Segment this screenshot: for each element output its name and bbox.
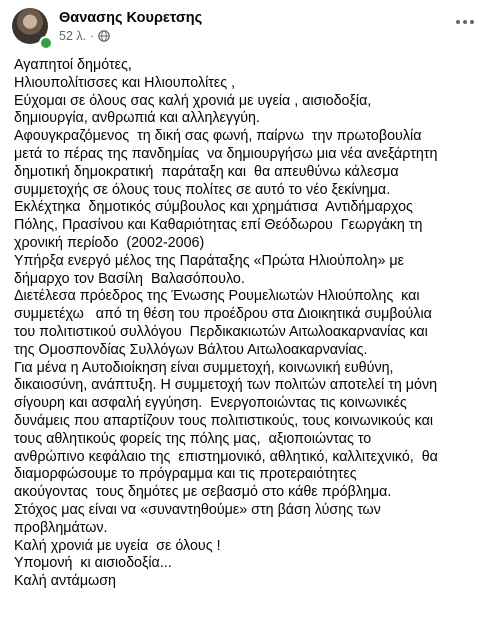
- post-text-line: συμμετέχω από τη θέση του προέδρου στα Διοικητικά συμβούλια: [14, 306, 432, 323]
- post-meta: [59, 29, 110, 43]
- post-text-line: Καλή αντάμωση: [14, 573, 116, 590]
- post-text-line: τους αθλητικούς φορείς της πόλης μας, αξιοποιώντας το: [14, 430, 372, 447]
- post-text-line: δήμαρχο τον Βασίλη Βαλασόπουλο.: [14, 270, 245, 287]
- post-text-line: Στόχος μας είναι να «συναντηθούμε» στη βάση λύσης των: [14, 501, 381, 518]
- post-text-line: Υπομονή κι αισιοδοξία...: [14, 555, 172, 572]
- post-text-line: ανθρώπινο κεφάλαιο της επιστημονικό, αθλητικό, καλλιτεχνικό, θα: [14, 448, 438, 465]
- post-text-line: Ηλιουπολίτισσες και Ηλιουπολίτες ,: [14, 74, 236, 91]
- globe-icon: [98, 30, 110, 42]
- meta-separator: ·: [90, 29, 95, 43]
- post-text-line: Υπήρξα ενεργό μέλος της Παράταξης «Πρώτα Ηλιούπολη» με: [14, 252, 405, 269]
- post-text-line: συμμετοχής σε όλους τους πολίτες σε αυτό το νέο ξεκίνημα.: [14, 181, 391, 198]
- post-text-line: χρονική περίοδο (2002-2006): [14, 234, 205, 251]
- post-text-line: Πόλης, Πρασίνου και Καθαριότητας επί Θεόδωρου Γεωργάκη τη: [14, 217, 423, 234]
- online-status-dot: [39, 36, 53, 50]
- post-text-line: του πολιτιστικού συλλόγου Περδικακιωτών Αιτωλοακαρνανίας και: [14, 323, 428, 340]
- post-body: [14, 57, 484, 591]
- post-text-line: δυνάμεις που απαρτίζουν τους πολιτιστικούς, τους κοινωνικούς και: [14, 412, 434, 429]
- author-name[interactable]: Θανασης Κουρετσης: [59, 10, 203, 26]
- more-options-icon[interactable]: [451, 12, 479, 32]
- post-text-line: Αγαπητοί δημότες,: [14, 57, 132, 73]
- post-text-line: Διετέλεσα πρόεδρος της Ένωσης Ρουμελιωτών Ηλιούπολης και: [14, 288, 420, 305]
- post-text-line: προβλημάτων.: [14, 519, 108, 536]
- post-text-line: ακούγοντας τους δημότες με σεβασμό στο κάθε πρόβλημα.: [14, 484, 392, 501]
- post-header: [12, 8, 479, 48]
- post-text-line: της Ομοσπονδίας Συλλόγων Βάλτου Αιτωλοακαρνανίας.: [14, 341, 368, 358]
- post-text-line: σίγουρη και ασφαλή εγγύηση. Ενεργοποιώντας τις κοινωνικές: [14, 395, 407, 412]
- post-text-line: δημιουργία, ανθρωπιά και αλληλεγγύη.: [14, 110, 260, 127]
- post-timestamp[interactable]: 52 λ.: [59, 29, 87, 43]
- post-text-line: Εκλέχτηκα δημοτικός σύμβουλος και χρημάτισα Αντιδήμαρχος: [14, 199, 413, 216]
- post-text-line: δικαιοσύνη, ανάπτυξη. Η συμμετοχή των πολιτών αποτελεί τη μόνη: [14, 377, 438, 394]
- post-text-line: μετά το πέρας της πανδημίας να δημιουργήσω μια νέα ανεξάρτητη: [14, 145, 438, 162]
- post-text-line: διαμορφώσουμε το πρόγραμμα και τις προτεραιότητες: [14, 466, 357, 483]
- post-text-line: Καλή χρονιά με υγεία σε όλους !: [14, 537, 221, 554]
- post-text-line: Αφουγκραζόμενος τη δική σας φωνή, παίρνω την πρωτοβουλία: [14, 128, 422, 145]
- post-text-line: Για μένα η Αυτοδιοίκηση είναι συμμετοχή, κοινωνική ευθύνη,: [14, 359, 394, 376]
- post-text-line: δημοτική δημοκρατική παράταξη και θα απευθύνω κάλεσμα: [14, 163, 399, 180]
- post-text-line: Εύχομαι σε όλους σας καλή χρονιά με υγεία , αισιοδοξία,: [14, 92, 372, 109]
